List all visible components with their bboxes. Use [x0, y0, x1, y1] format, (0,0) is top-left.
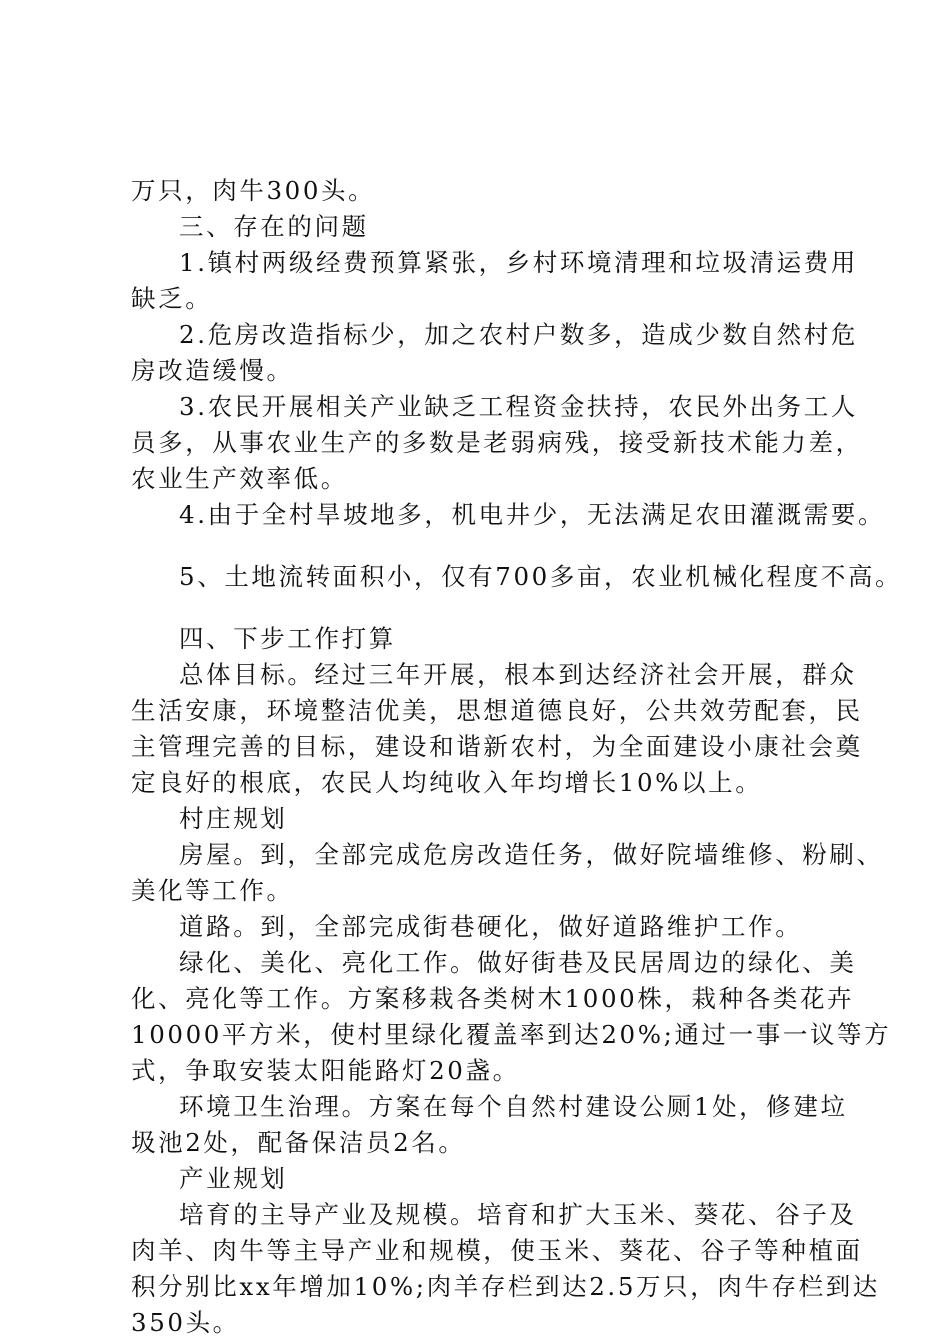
text-line: 4.由于全村旱坡地多，机电井少，无法满足农田灌溉需要。 — [179, 500, 886, 529]
text-line: 房改造缓慢。 — [131, 356, 294, 385]
text-line: 10000平方米，使村里绿化覆盖率到达20%;通过一事一议等方 — [131, 1020, 892, 1049]
text-line: 350头。 — [131, 1308, 240, 1337]
section-heading-next-steps: 四、下步工作打算 — [179, 624, 396, 653]
text-line: 员多，从事农业生产的多数是老弱病残，接受新技术能力差， — [131, 428, 863, 457]
text-line: 3.农民开展相关产业缺乏工程资金扶持，农民外出务工人 — [179, 392, 858, 421]
text-line: 农业生产效率低。 — [131, 464, 348, 493]
text-line: 生活安康，环境整洁优美，思想道德良好，公共效劳配套，民 — [131, 696, 863, 725]
text-line: 积分别比xx年增加10%;肉羊存栏到达2.5万只，肉牛存栏到达 — [131, 1272, 880, 1301]
text-line: 环境卫生治理。方案在每个自然村建设公厕1处，修建垃 — [179, 1092, 848, 1121]
text-line: 化、亮化等工作。方案移栽各类树木1000株，栽种各类花卉 — [131, 984, 855, 1013]
subheading-village-planning: 村庄规划 — [179, 804, 288, 833]
text-line: 万只，肉牛300头。 — [131, 176, 376, 205]
text-line: 主管理完善的目标，建设和谐新农村，为全面建设小康社会奠 — [131, 732, 863, 761]
text-line: 1.镇村两级经费预算紧张，乡村环境清理和垃圾清运费用 — [179, 248, 858, 277]
text-line: 培育的主导产业及规模。培育和扩大玉米、葵花、谷子及 — [179, 1200, 857, 1229]
section-heading-problems: 三、存在的问题 — [179, 212, 369, 241]
text-line: 圾池2处，配备保洁员2名。 — [131, 1128, 466, 1157]
text-line: 绿化、美化、亮化工作。做好街巷及民居周边的绿化、美 — [179, 948, 857, 977]
text-line: 总体目标。经过三年开展，根本到达经济社会开展，群众 — [179, 660, 857, 689]
subheading-industry-planning: 产业规划 — [179, 1164, 288, 1193]
text-line: 5、土地流转面积小，仅有700多亩，农业机械化程度不高。 — [179, 562, 903, 591]
text-line: 定良好的根底，农民人均纯收入年均增长10%以上。 — [131, 768, 763, 797]
text-line: 2.危房改造指标少，加之农村户数多，造成少数自然村危 — [179, 320, 858, 349]
text-line: 美化等工作。 — [131, 876, 294, 905]
text-line: 式，争取安装太阳能路灯20盏。 — [131, 1056, 520, 1085]
text-line: 道路。到，全部完成街巷硬化，做好道路维护工作。 — [179, 912, 803, 941]
text-line: 缺乏。 — [131, 284, 213, 313]
text-line: 房屋。到，全部完成危房改造任务，做好院墙维修、粉刷、 — [179, 840, 884, 869]
document-body — [131, 173, 903, 1341]
text-line: 肉羊、肉牛等主导产业和规模，使玉米、葵花、谷子等种植面 — [131, 1236, 863, 1265]
